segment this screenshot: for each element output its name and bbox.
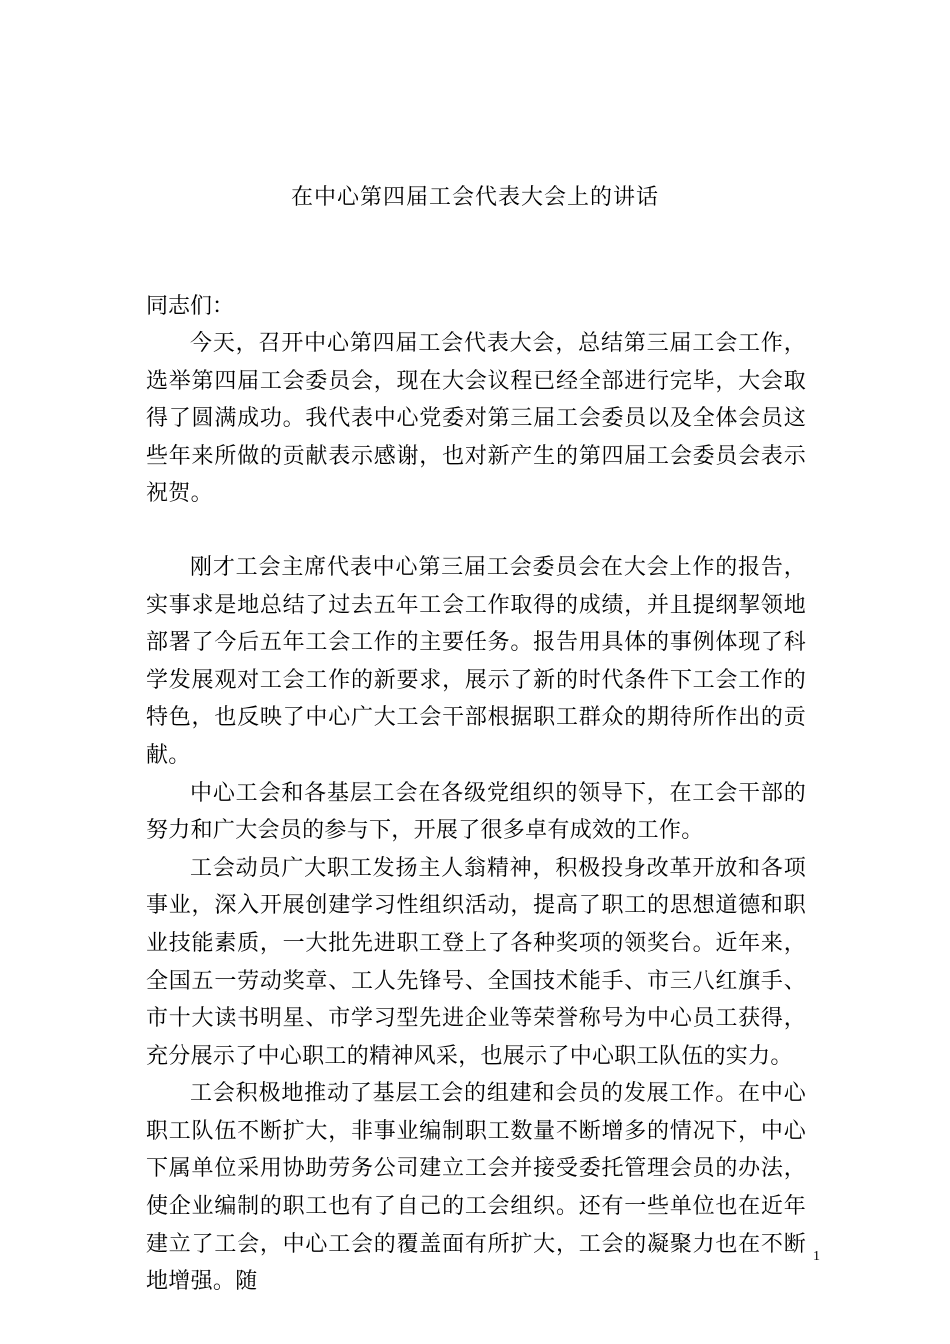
paragraph-3: 中心工会和各基层工会在各级党组织的领导下，在工会干部的努力和广大会员的参与下，开展了很多卓有成效的工作。 [146, 780, 806, 844]
document-body [146, 288, 806, 1301]
paragraph-2: 刚才工会主席代表中心第三届工会委员会在大会上作的报告，实事求是地总结了过去五年工会工作取得的成绩，并且提纲挈领地部署了今后五年工会工作的主要任务。报告用具体的事例体现了科学发展观对工会工作的新要求，展示了新的时代条件下工会工作的特色，也反映了中心广大工会干部根据职工群众的期待所作出的贡献。 [146, 554, 806, 768]
paragraph-5: 工会积极地推动了基层工会的组建和会员的发展工作。在中心职工队伍不断扩大，非事业编制职工数量不断增多的情况下，中心下属单位采用协助劳务公司建立工会并接受委托管理会员的办法，使企业编制的职工也有了自己的工会组织。还有一些单位也在近年建立了工会，中心工会的覆盖面有所扩大，工会的凝聚力也在不断地增强。随 [146, 1081, 806, 1295]
document-title: 在中心第四届工会代表大会上的讲话 [290, 185, 659, 210]
paragraph-1: 今天，召开中心第四届工会代表大会，总结第三届工会工作，选举第四届工会委员会，现在大会议程已经全部进行完毕，大会取得了圆满成功。我代表中心党委对第三届工会委员以及全体会员这些年来所做的贡献表示感谢，也对新产生的第四届工会委员会表示祝贺。 [146, 331, 806, 507]
page-number: 1 [813, 1249, 820, 1264]
paragraph-4: 工会动员广大职工发扬主人翁精神，积极投身改革开放和各项事业，深入开展创建学习性组织活动，提高了职工的思想道德和职业技能素质，一大批先进职工登上了各种奖项的领奖台。近年来，全国五一劳动奖章、工人先锋号、全国技术能手、市三八红旗手、市十大读书明星、市学习型先进企业等荣誉称号为中心员工获得，充分展示了中心职工的精神风采，也展示了中心职工队伍的实力。 [146, 855, 806, 1069]
salutation: 同志们： [146, 294, 235, 319]
